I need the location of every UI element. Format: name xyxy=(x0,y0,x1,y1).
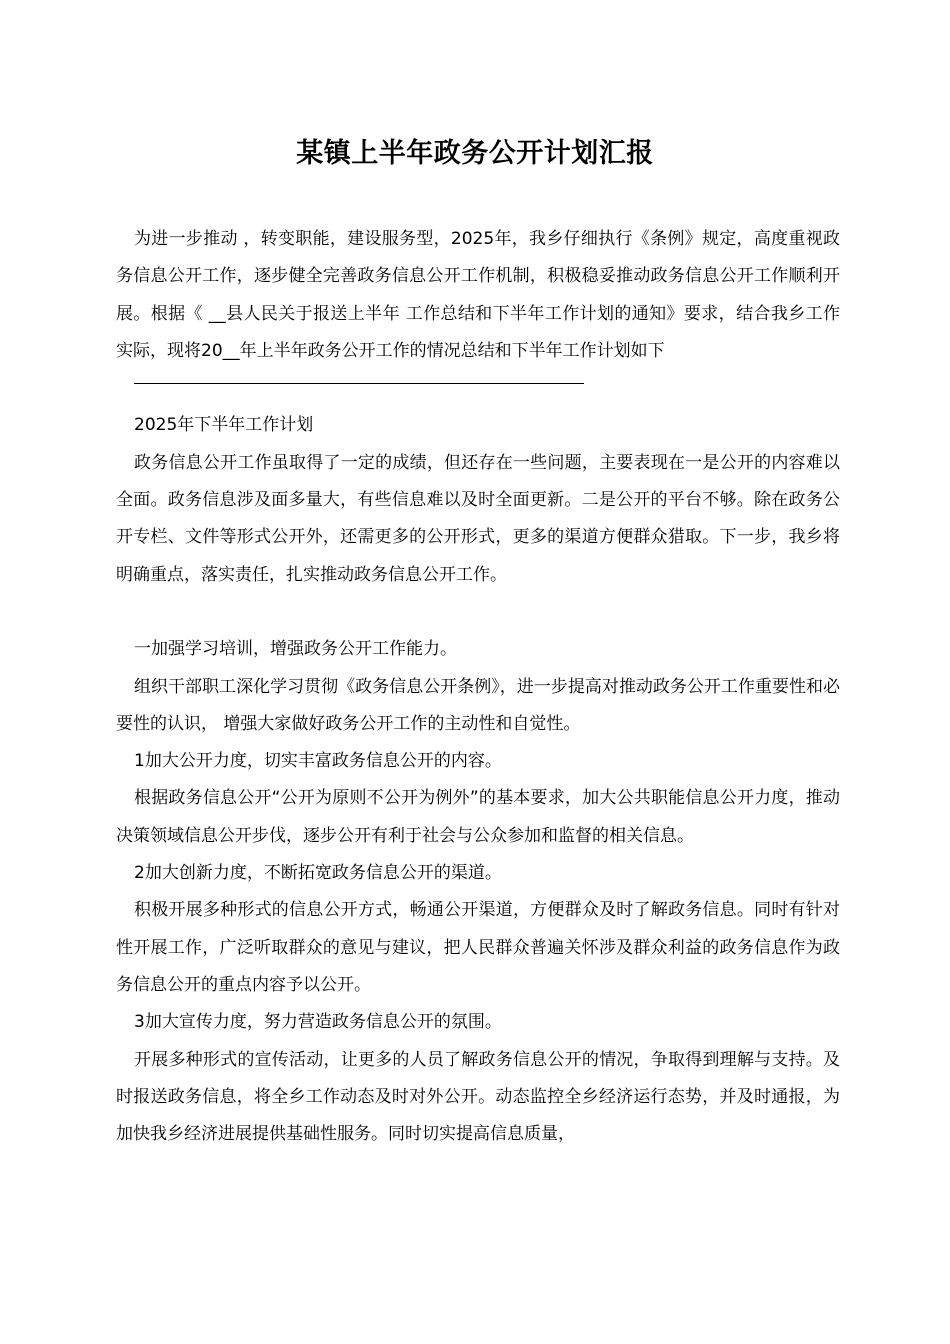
item-heading: 一加强学习培训，增强政务公开工作能力。 xyxy=(134,639,457,660)
separator-line xyxy=(116,370,840,407)
item-paragraph: 组织干部职工深化学习贯彻《政务信息公开条例》，进一步提高对推动政务公开工作重要性和必要性的认识， 增强大家做好政务公开工作的主动性和自觉性。 xyxy=(116,676,840,734)
document-body xyxy=(116,221,840,1153)
section-heading: 2025年下半年工作计划 xyxy=(134,415,314,436)
item-paragraph: 根据政务信息公开“公开为原则不公开为例外”的基本要求，加大公共职能信息公开力度，推动决策领域信息公开步伐，逐步公开有利于社会与公众参加和监督的相关信息。 xyxy=(116,788,840,846)
item-paragraph: 积极开展多种形式的信息公开方式，畅通公开渠道，方便群众及时了解政务信息。同时有针对性开展工作，广泛听取群众的意见与建议，把人民群众普遍关怀涉及群众利益的政务信息作为政务信息公开的重点内容予以公开。 xyxy=(116,900,840,995)
item-heading: 2加大创新力度，不断拓宽政务信息公开的渠道。 xyxy=(134,863,502,884)
section-intro-paragraph: 政务信息公开工作虽取得了一定的成绩，但还存在一些问题，主要表现在一是公开的内容难以全面。政务信息涉及面多量大，有些信息难以及时全面更新。二是公开的平台不够。除在政务公开专栏、文件等形式公开外，还需更多的公开形式，更多的渠道方便群众猎取。下一步，我乡将明确重点，落实责任，扎实推动政务信息公开工作。 xyxy=(116,452,840,585)
paragraph-gap xyxy=(116,594,840,631)
item-paragraph: 开展多种形式的宣传活动，让更多的人员了解政务信息公开的情况，争取得到理解与支持。及时报送政务信息，将全乡工作动态及时对外公开。动态监控全乡经济运行态势，并及时通报，为加快我乡经济进展提供基础性服务。同时切实提高信息质量， xyxy=(116,1049,840,1145)
intro-paragraph: 为进一步推动 ，转变职能，建设服务型，2025年，我乡仔细执行《条例》规定，高度重视政务信息公开工作，逐步健全完善政务信息公开工作机制，积极稳妥推动政务信息公开工作顺利开展。根据《 __县人民关于报送上半年 工作总结和下半年工作计划的通知》要求，结合我乡工作实际，现将20__年上半年政务公开工作的情况总结和下半年工作计划如下 xyxy=(116,229,840,361)
document-title: 某镇上半年政务公开计划汇报 xyxy=(296,138,654,169)
item-heading: 1加大公开力度，切实丰富政务信息公开的内容。 xyxy=(134,751,502,772)
item-heading: 3加大宣传力度，努力营造政务信息公开的氛围。 xyxy=(134,1012,502,1033)
